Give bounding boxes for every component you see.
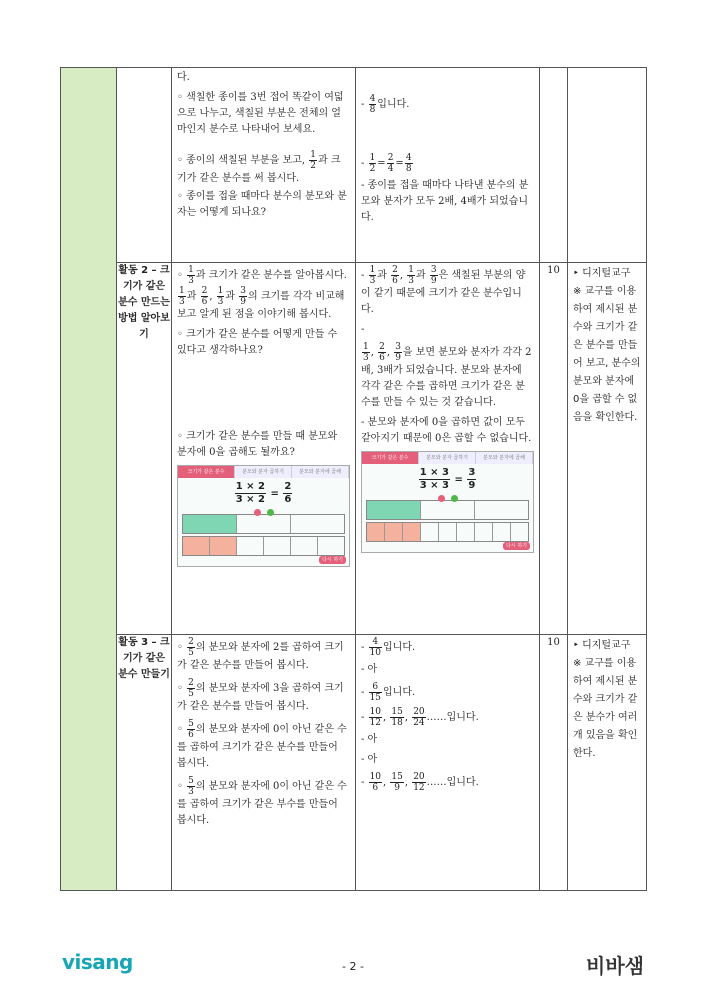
tool-tabs: 크기가 같은 분수 분모와 분자 곱하기 분모와 분자에 곱해	[178, 466, 349, 478]
reset-button[interactable]: 다시 하기	[319, 556, 346, 564]
digital-tool-image	[177, 465, 350, 567]
page-number: - 2 -	[342, 960, 364, 973]
answer-text: -	[361, 324, 365, 335]
tool-tabs: 크기가 같은 분수 분모와 분자 곱하기 분모와 분자에 곱해	[362, 452, 533, 464]
answer-text: - 아	[361, 734, 378, 745]
fraction-bar	[366, 500, 529, 520]
tool-equation: $\frac{1 \times 3}{3 \times 3}$ = $\frac{3}{9}$	[419, 467, 476, 491]
teacher-question-cell-1	[172, 68, 356, 263]
answer-text: - 종이를 접을 때마다 나타낸 분수의 분모와 분자가 모두 2배, 4배가 되었습니다.	[361, 180, 529, 223]
time-cell-2: 10	[540, 263, 568, 635]
answer-text: $\frac{1}{3}$ , $\frac{2}{6}$ , $\frac{3}{9}$ 을 보면 분모와 분자가 각각 2배, 3배가 되었습니다. 분모와 분자에 각각 같은 수를 곱하면 크기가 같은 분수를 만들 수 있는 것 같습니다.	[361, 342, 532, 408]
visang-logo: visang	[62, 950, 133, 974]
time-cell-1	[540, 68, 568, 263]
activity-label-1	[117, 68, 172, 263]
vivasam-logo: 비바샘	[586, 954, 644, 978]
fraction-bar	[182, 536, 345, 556]
table-row	[61, 263, 647, 635]
activity-label-2: 활동 2 – 크기가 같은 분수 만드는 방법 알아보기	[117, 263, 172, 635]
fraction-bar	[182, 514, 345, 534]
fraction-bar	[366, 522, 529, 542]
question-text: ◦ $\frac{5}{6}$ 의 분모와 분자에 0이 아닌 같은 수를 곱하여 크기가 같은 분수를 만들어 봅시다.	[177, 719, 347, 769]
question-text: ◦ $\frac{2}{5}$ 의 분모와 분자에 3을 곱하여 크기가 같은 분수를 만들어 봅시다.	[177, 678, 344, 712]
lesson-plan-table	[60, 67, 647, 891]
question-text: ◦ 색칠한 종이를 3번 접어 똑같이 여덟으로 나누고, 색칠된 부분은 전체의 얼마인지 분수로 나타내어 보세요.	[177, 92, 344, 135]
answer-text: - 분모와 분자에 0을 곱하면 값이 모두 같아지기 때문에 0은 곱할 수 없습니다.	[361, 417, 532, 444]
question-text: ◦ 종이의 색칠된 부분을 보고, $\frac{1}{2}$ 과 크기가 같은 분수를 써 봅시다.	[177, 150, 341, 184]
question-text: 다.	[177, 72, 190, 83]
fraction: $\frac{1}{2}$	[310, 150, 316, 171]
teacher-question-cell-2	[172, 263, 356, 635]
answer-text: - 아	[361, 664, 378, 675]
answer-text: - $\frac{10}{6}$ , $\frac{15}{9}$ , $\frac{20}{12}$ ……입니다.	[361, 772, 479, 793]
question-text: ◦ 크기가 같은 분수를 어떻게 만들 수 있다고 생각하나요?	[177, 329, 338, 356]
table-row	[61, 68, 647, 263]
answer-text: - 아	[361, 754, 378, 765]
question-text: ◦ 종이를 접을 때마다 분수의 분모와 분자는 어떻게 되나요?	[177, 191, 347, 218]
student-answer-cell-3	[356, 635, 540, 891]
time-cell-3: 10	[540, 635, 568, 891]
digital-tool-image	[361, 451, 534, 553]
student-answer-cell-2	[356, 263, 540, 635]
note-cell-3: ‣ 디지털교구 ※ 교구를 이용하여 제시된 분수와 크기가 같은 분수가 여러개 있음을 확인한다.	[568, 635, 647, 891]
answer-text: - $\frac{6}{15}$ 입니다.	[361, 682, 416, 703]
teacher-question-cell-3	[172, 635, 356, 891]
reset-button[interactable]: 다시 하기	[503, 542, 530, 550]
answer-text: - $\frac{4}{10}$ 입니다.	[361, 637, 416, 658]
question-text: ◦ $\frac{2}{5}$ 의 분모와 분자에 2를 곱하여 크기가 같은 분수를 만들어 봅시다.	[177, 637, 344, 671]
question-text: ◦ 크기가 같은 분수를 만들 때 분모와 분자에 0을 곱해도 될까요?	[177, 431, 338, 458]
activity-label-3: 활동 3 – 크기가 같은 분수 만들기	[117, 635, 172, 891]
tool-equation: $\frac{1 \times 2}{3 \times 2}$ = $\frac{2}{6}$	[235, 481, 292, 505]
stage-column	[61, 68, 117, 891]
question-text: ◦ $\frac{5}{3}$ 의 분모와 분자에 0이 아닌 같은 수를 곱하여 크기가 같은 부수를 만들어 봅시다.	[177, 776, 347, 826]
note-cell-2: ‣ 디지털교구 ※ 교구를 이용하여 제시된 분수와 크기가 같은 분수를 만들어 보고, 분수의 분모와 분자에 0을 곱할 수 없음을 확인한다.	[568, 263, 647, 635]
answer-text: - $\frac{1}{3}$ 과 $\frac{2}{6}$ , $\frac{1}{3}$ 과 $\frac{3}{9}$ 은 색칠된 부분의 양이 같기 때문에 크기가 같은 분수입니다.	[361, 265, 526, 315]
table-row	[61, 635, 647, 891]
answer-text: - $\frac{10}{12}$ , $\frac{15}{18}$ , $\frac{20}{24}$ ……입니다.	[361, 707, 479, 728]
answer-text: - $\frac{1}{2}$ = $\frac{2}{4}$ = $\frac{4}{8}$	[361, 153, 412, 174]
answer-text: - $\frac{4}{8}$ 입니다.	[361, 94, 410, 115]
question-text: ◦ $\frac{1}{3}$ 과 크기가 같은 분수를 알아봅시다. $\frac{1}{3}$ 과 $\frac{2}{6}$ , $\frac{1}{3}$ 과 $\frac{3}{9}$ 의 크기를 각각 비교해 보고 알게 된 점을 이야기해 봅시다.	[177, 265, 347, 320]
student-answer-cell-1	[356, 68, 540, 263]
note-cell-1	[568, 68, 647, 263]
